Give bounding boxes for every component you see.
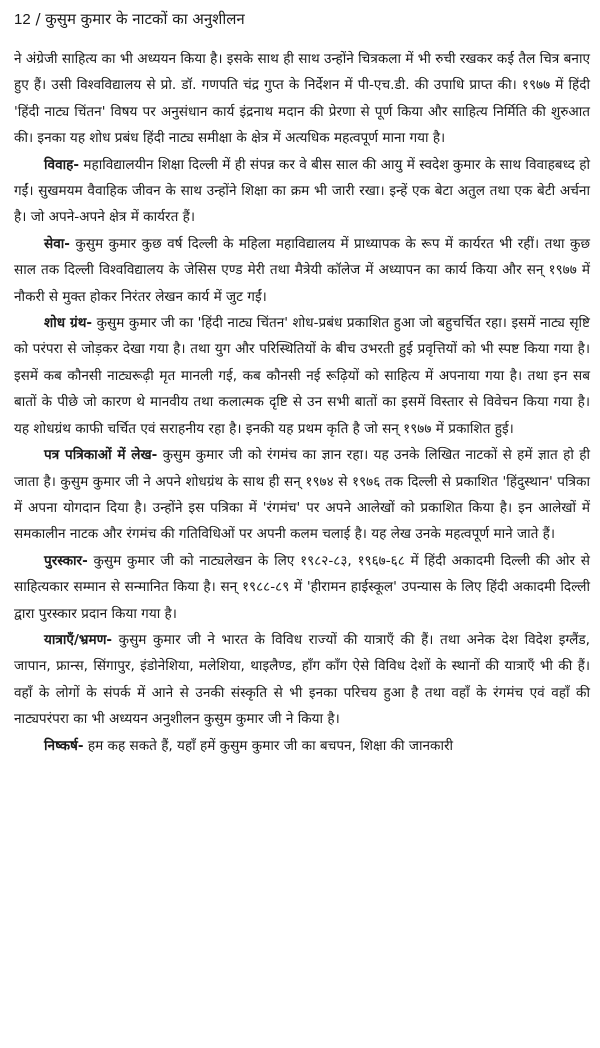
- paragraph-text: कुसुम कुमार जी ने भारत के विविध राज्यों की यात्राएँ की हैं। तथा अनेक देश विदेश इग्लैंड, जापान, फ्रान्स, सिंगापुर, इंडोनेशिया, मलेशिया, थाइलैण्ड, हाँग काँग ऐसे विविध देशों के स्थानों की यात्राएँ भी की हैं। वहाँ के लोगों के संपर्क में आने से उनकी संस्कृति से भी इनका परिचय हुआ है तथा वहाँ के रंगमंच एवं वहाँ की नाट्यपरंपरा का भी अध्ययन अनुशीलन कुसुम कुमार जी ने किया है।: [14, 631, 590, 728]
- paragraph-text: कुसुम कुमार जी को नाट्यलेखन के लिए १९८२-८३, १९६७-६८ में हिंदी अकादमी दिल्ली की ओर से साहित्यकार सम्मान से सन्मानित किया है। सन् १९८८-८९ में 'हीरामन हाईस्कूल' उपन्यास के लिए हिंदी अकादमी दिल्ली द्वारा पुरस्कार प्रदान किया गया है।: [14, 552, 590, 622]
- page-number: 12: [14, 11, 31, 28]
- paragraph-service: [14, 231, 590, 310]
- paragraph-continuation: [14, 46, 590, 152]
- header-separator: /: [30, 10, 46, 28]
- section-heading: पत्र पत्रिकाओं में लेख-: [44, 447, 158, 464]
- paragraph-awards: [14, 548, 590, 627]
- section-heading: यात्राएँ/भ्रमण-: [44, 631, 113, 648]
- section-heading: निष्कर्ष-: [44, 737, 84, 754]
- paragraph-marriage: [14, 152, 590, 231]
- section-heading: विवाह-: [44, 156, 80, 173]
- paragraph-conclusion: [14, 733, 590, 759]
- running-title: कुसुम कुमार के नाटकों का अनुशीलन: [45, 10, 245, 28]
- section-heading: सेवा-: [44, 235, 70, 252]
- section-heading: पुरस्कार-: [44, 552, 88, 569]
- page-body: [14, 46, 590, 759]
- paragraph-text: महाविद्यालयीन शिक्षा दिल्ली में ही संपन्न कर वे बीस साल की आयु में स्वदेश कुमार के साथ विवाहबध्द हो गईं। सुखमयम वैवाहिक जीवन के साथ उन्होंने शिक्षा का क्रम भी जारी रखा। इन्हें एक बेटा अतुल तथा एक बेटी अर्चना है। जो अपने-अपने क्षेत्र में कार्यरत हैं।: [14, 156, 590, 226]
- paragraph-articles: [14, 442, 590, 548]
- paragraph-travels: [14, 627, 590, 733]
- section-heading: शोध ग्रंथ-: [44, 315, 93, 332]
- paragraph-text: कुसुम कुमार जी को रंगमंच का ज्ञान रहा। यह उनके लिखित नाटकों से हमें ज्ञात हो ही जाता है। कुसुम कुमार जी ने अपने शोधग्रंथ के साथ ही सन् १९७४ से १९७६ तक दिल्ली से प्रकाशित 'हिंदुस्थान' पत्रिका में अपना योगदान दिया है। उन्होंने इस पत्रिका में 'रंगमंच' पर अपने आलेखों को प्रकाशित किया है। इन आलेखों में समकालीन नाटक और रंगमंच की गतिविधिओं पर अपनी कलम चलाई है। यह लेख उनके महत्वपूर्ण माने जाते हैं।: [14, 447, 590, 543]
- paragraph-research-book: [14, 310, 590, 442]
- paragraph-text: कुसुम कुमार कुछ वर्ष दिल्ली के महिला महाविद्यालय में प्राध्यापक के रूप में कार्यरत भी रहीं। तथा कुछ साल तक दिल्ली विश्वविद्यालय के जेसिस एण्ड मेरी तथा मैत्रेयी कॉलेज में अध्यापन का कार्य किया और सन् १९७७ में नौकरी से मुक्त होकर निरंतर लेखन कार्य में जुट गईं।: [14, 235, 590, 305]
- running-header: [14, 8, 590, 32]
- paragraph-text: कुसुम कुमार जी का 'हिंदी नाट्य चिंतन' शोध-प्रबंध प्रकाशित हुआ जो बहुचर्चित रहा। इसमें नाट्य सृष्टि को परंपरा से जोड़कर देखा गया है। तथा युग और परिस्थितियों के बीच उभरती हुई प्रवृत्तियों को भी स्पष्ट किया गया है। इसमें कब कौनसी नाट्यरूढ़ी मृत मानली गई, कब कौनसी नई रूढ़ियों को साहित्य में अपनाया गया है। तथा इन सब बातों के पीछे जो कारण थे मानवीय तथा कलात्मक दृष्टि से उन सभी बातों का इसमें विस्तार से विवेचन किया गया है। यह शोधग्रंथ काफी चर्चित एवं सराहनीय रहा है। इनकी यह प्रथम कृति है जो सन् १९७७ में प्रकाशित हुई।: [14, 315, 590, 437]
- paragraph-text: ने अंग्रेजी साहित्य का भी अध्ययन किया है। इसके साथ ही साथ उन्होंने चित्रकला में भी रुची रखकर कई तैल चित्र बनाए हुए हैं। उसी विश्वविद्यालय से प्रो. डॉ. गणपति चंद्र गुप्त के निर्देशन में पी-एच.डी. की उपाधि प्राप्त की। १९७७ में हिंदी 'हिंदी नाट्य चिंतन' विषय पर अनुसंधान कार्य इंद्रनाथ मदान की प्रेरणा से पूर्ण किया और साहित्य निर्मिति की शुरुआत की। इनका यह शोध प्रबंध हिंदी नाट्य समीक्षा के क्षेत्र में अत्यधिक महत्वपूर्ण माना गया है।: [14, 51, 590, 147]
- paragraph-text: हम कह सकते हैं, यहाँ हमें कुसुम कुमार जी का बचपन, शिक्षा की जानकारी: [83, 737, 454, 754]
